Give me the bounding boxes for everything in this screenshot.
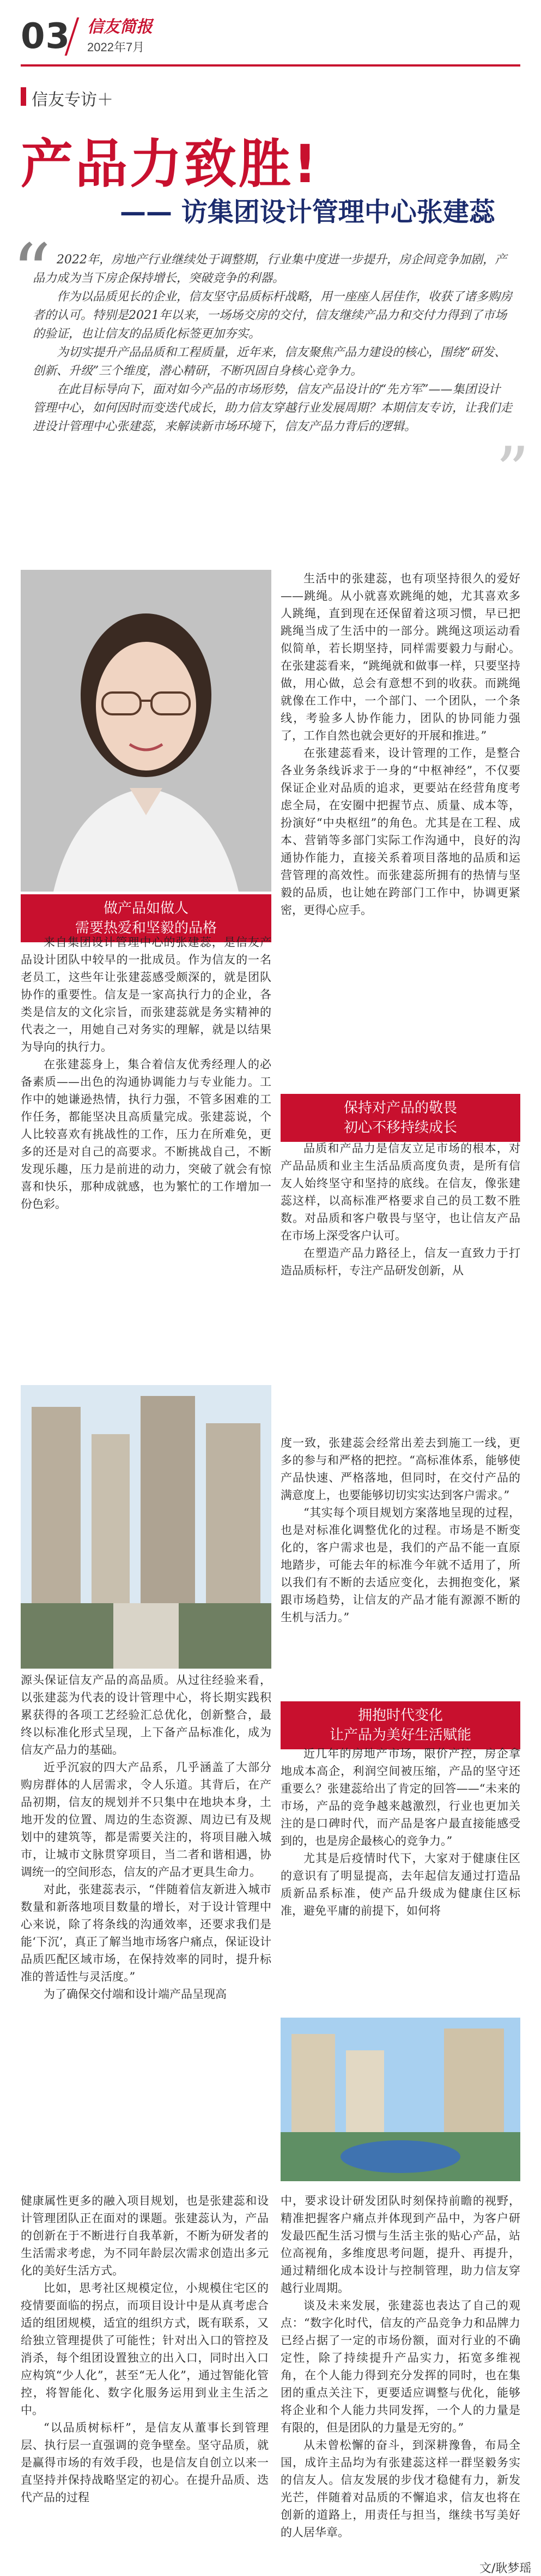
section-heading-2: 保持对产品的敬畏 初心不移持续成长 xyxy=(281,1094,520,1142)
quote-close-icon: ” xyxy=(496,434,530,509)
right-column-2 xyxy=(281,1140,520,1279)
section-heading-1: 做产品如做人 需要热爱和坚毅的品格 xyxy=(21,894,271,942)
quote-open-icon: “ xyxy=(12,228,51,317)
community-illustration xyxy=(281,2018,520,2181)
intro-paragraph: 作为以品质见长的企业，信友坚守品质标杆战略，用一座座人居佳作，收获了诸多购房者的认可。特别是2021年以来，一场场交房的交付，信友继续产品力和交付力得到了市场的验证，也让信友的品质化标签更加夯实。 xyxy=(33,290,513,341)
page-number: 03 xyxy=(21,16,71,57)
section-label: 信友专访＋ xyxy=(32,91,113,110)
body-paragraph: 谈及未来发展，张建蕊也表达了自己的观点：“数字化时代，信友的产品竞争力和品牌力已经占据了一定的市场份额，面对行业的不确定性，除了持续提升产品实力，拓宽多维视角，在个人能力得到充分发挥的同时，也在集团的重点关注下，更要适应调整与优化，能够将企业和个人能力共同发挥，一个人的力量是有限的，但是团队的力量是无穷的。” xyxy=(281,2299,520,2434)
body-paragraph: “以品质树标杆”，是信友从董事长到管理层、执行层一直强调的竞争壁垒。坚守品质，就是赢得市场的有效手段，也是信友自创立以来一直坚持并保持战略坚定的初心。在提升品质、迭代产品的过程 xyxy=(21,2421,269,2504)
portrait-photo xyxy=(21,570,271,892)
section-heading-3: 拥抱时代变化 让产品为美好生活赋能 xyxy=(281,1701,520,1749)
portrait-illustration xyxy=(21,570,271,892)
right-column-3 xyxy=(281,1434,520,1626)
intro-paragraph: 为切实提升产品品质和工程质量，近年来，信友聚焦产品力建设的核心，围绕“研发、创新、升级”三个维度，潜心精研，不断巩固自身核心竞争力。 xyxy=(33,346,507,378)
body-paragraph: 来自集团设计管理中心的张建蕊，是信友产品设计团队中较早的一批成员。作为信友的一名老员工，这些年让张建蕊感受颇深的，就是团队协作的重要性。信友是一家高执行力的企业，各类是信友的文化宗旨，而张建蕊就是务实精神的代表之一，用她自己对务实的理解，就是以结果为导向的执行力。 xyxy=(21,936,271,1054)
body-paragraph: 对此，张建蕊表示，“伴随着信友新进入城市数量和新落地项目数量的增长，对于设计管理中心来说，除了将条线的沟通效率，还要求我们是能‘下沉’，真正了解当地市场客户痛点，保证设计品质匹配区域市场，在保持效率的同时，提升标准的普适性与灵活度。” xyxy=(21,1883,271,1983)
brand-name: 信友简报 xyxy=(87,17,153,37)
body-paragraph: 为了确保交付端和设计端产品呈现高 xyxy=(44,1988,227,2001)
issue-date: 2022年7月 xyxy=(87,40,145,54)
left-column-1 xyxy=(21,934,271,1213)
body-paragraph: 度一致，张建蕊会经常出差去到施工一线，更多的参与和严格的把控。“高标准体系，能够使产品快速、严格落地，但同时，在交付产品的满意度上，也要能够切切实实达到客户需求。” xyxy=(281,1436,520,1502)
body-paragraph: 源头保证信友产品的高品质。从过往经验来看，以张建蕊为代表的设计管理中心，将长期实践积累获得的各项工艺经验汇总优化，创新整合，最终以标准化形式呈现，上下备产品标准化，成为信友产品力的基础。 xyxy=(21,1674,271,1756)
left-column-2 xyxy=(21,1671,271,2003)
article-intro xyxy=(33,251,512,436)
article-subtitle: —— 访集团设计管理中心张建蕊 xyxy=(120,197,495,227)
right-column-4 xyxy=(281,1745,520,1919)
bottom-right-column xyxy=(281,2192,520,2541)
author-credit: 文/耿梦瑶 xyxy=(479,2562,532,2575)
body-paragraph: 健康属性更多的融入项目规划，也是张建蕊和设计管理团队正在面对的课题。张建蕊认为，产品的创新在于不断进行自我革新，不断为研发者的生活需求考虑，为不同年龄层次需求创造出多元化的美好生活方式。 xyxy=(21,2194,269,2277)
intro-paragraph: 在此目标导向下，面对如今产品的市场形势，信友产品设计的“先方军”——集团设计管理中心，如何因时而变迭代成长，助力信友穿越行业发展周期？本期信友专访，让我们走进设计管理中心张建蕊，来解读新市场环境下，信友产品力背后的逻辑。 xyxy=(33,383,513,434)
body-paragraph: 在张建蕊身上，集合着信友优秀经理人的必备素质——出色的沟通协调能力与专业能力。工作中的她谦逊热情，执行力强，不管多困难的工作任务，都能坚决且高质量完成。张建蕊说，个人比较喜欢有挑战性的工作，压力在所难免，更多的还是对自己的高要求。不断挑战自己，不断发现乐趣，压力是前进的动力，突破了就会有惊喜和快乐，那种成就感，也为繁忙的工作增加一份色彩。 xyxy=(21,1058,271,1211)
body-paragraph: 在塑造产品力路径上，信友一直致力于打造品质标杆，专注产品研发创新，从 xyxy=(281,1247,520,1277)
intro-paragraph: 2022年，房地产行业继续处于调整期，行业集中度进一步提升，房企间竞争加剧，产品力成为当下房企保持增长，突破竞争的利器。 xyxy=(33,253,507,285)
section-marker xyxy=(21,87,26,106)
body-paragraph: 生活中的张建蕊，也有项坚持很久的爱好——跳绳。从小就喜欢跳绳的她，尤其喜欢多人跳绳，直到现在还保留着这项习惯，早已把跳绳当成了生活中的一部分。跳绳这项运动看似简单，若长期坚持，同样需要毅力与耐心。在张建蕊看来，“跳绳就和做事一样，只要坚持做，用心做，总会有意想不到的收获。而跳绳就像在工作中，一个部门、一个团队，一个条线，考验多人协作能力，团队的协同能力强了，工作自然也就会更好的开展和推进。” xyxy=(281,572,520,742)
body-paragraph: 近几年的房地产市场，限价产控，房企拿地成本高企，利润空间被压缩，产品的坚守还重要么？张建蕊给出了肯定的回答——“未来的市场，产品的竞争越来越激烈，行业也更加关注的是口碑时代，而产品是客户最直接能感受到的，也是房企最核心的竞争力。” xyxy=(281,1747,520,1847)
body-paragraph: 品质和产品力是信友立足市场的根本，对产品品质和业主生活品质高度负责，是所有信友人始终坚守和坚持的底线。在信友，像张建蕊这样，以高标准严格要求自己的员工数不胜数。对品质和客户敬畏与坚守，也让信友产品在市场上深受客户认可。 xyxy=(281,1142,520,1242)
building-illustration xyxy=(21,1385,271,1669)
body-paragraph: 近乎沉寂的四大产品系，几乎涵盖了大部分购房群体的人居需求，令人乐道。其背后，在产品初期，信友的规划并不只集中在地块本身，土地开发的位置、周边的生态资源、周边已有及规划中的建筑等，都是需要关注的，将项目融入城市，让城市文脉贯穿项目，当二者和谐相遇，协调统一的空间形态，信友的产品才更具生命力。 xyxy=(21,1761,271,1879)
article-title: 产品力致胜! xyxy=(21,134,319,195)
body-paragraph: 在张建蕊看来，设计管理的工作，是整合各业务条线诉求于一身的“中枢神经”，不仅要保证企业对品质的追求，更要站在经营角度考虑全局，在安圈中把握节点、质量、成本等，扮演好“中央枢纽”的角色。尤其是在工程、成本、营销等多部门实际工作沟通中，良好的沟通协作能力，直接关系着项目落地的品质和运营管理的高效性。而张建蕊所拥有的热情与坚毅的品质，也让她在跨部门工作中，协调更紧密，更得心应手。 xyxy=(281,747,520,917)
body-paragraph: 尤其是后疫情时代下，大家对于健康住区的意识有了明显提高，去年起信友通过打造品质新品系标准，使产品升级成为健康住区标准，避免平庸的前提下，如何将 xyxy=(281,1852,520,1917)
building-photo xyxy=(21,1385,271,1669)
right-column-1 xyxy=(281,570,520,919)
body-paragraph: 从未曾松懈的奋斗，到深耕豫鲁，布局全国，成许主品均为有张建蕊这样一群坚毅务实的信友人。信友发展的步伐才稳健有力，新发光芒，伴随着对品质的不懈追求，信友也将在创新的道路上，用责任与担当，继续书写美好的人居华章。 xyxy=(281,2439,520,2539)
body-paragraph: 比如，思考社区规模定位，小规模住宅区的疫情要面临的拐点，而项目设计中是从真考虑合适的组团规模，适宜的组织方式，既有联系，又给独立管理提供了可能性；针对出入口的管控及消杀，每个组团设置独立的出入口，同时出入口应构筑“少人化”，甚至“无人化”，通过智能化管控，将智能化、数字化服务运用到业主生活之中。 xyxy=(21,2282,269,2417)
body-paragraph: 中，要求设计研发团队时刻保持前瞻的视野，精准把握客户痛点并体现到产品中，为客户研发最匹配生活习惯与生活主张的贴心产品，站位高视角，多维度思考问题，提升、再提升，通过精细化成本设计与控制管理，助力信友穿越行业周期。 xyxy=(281,2194,520,2295)
body-paragraph: “其实每个项目规划方案落地呈现的过程，也是对标准化调整优化的过程。市场是不断变化的，客户需求也是，我们的产品不能一直原地踏步，可能去年的标准今年就不适用了，所以我们有不断的去适应变化，去拥抱变化，紧跟市场趋势，让信友的产品才能有源源不断的生机与活力。” xyxy=(281,1506,520,1624)
community-photo xyxy=(281,2018,520,2181)
header-divider xyxy=(21,64,520,67)
bottom-left-column xyxy=(21,2192,269,2506)
